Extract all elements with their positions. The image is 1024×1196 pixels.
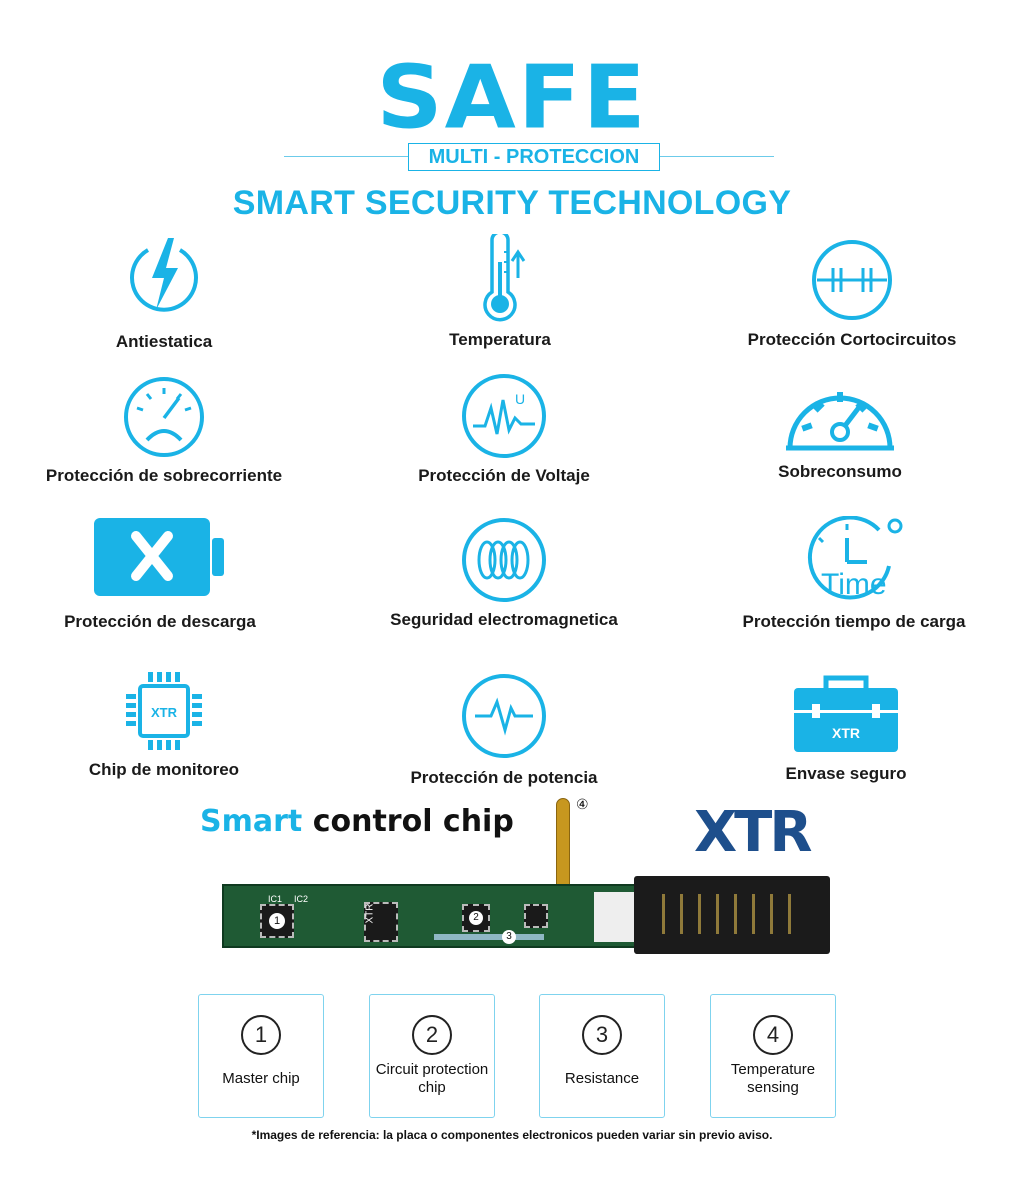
subtitle-rule-left (284, 156, 408, 157)
feature-sobrecorriente (0, 374, 334, 486)
sad-gauge-icon (119, 374, 209, 460)
subtitle-box: MULTI - PROTECCION (408, 143, 660, 171)
title-rest: control chip (302, 804, 514, 839)
voltage-wave-icon (459, 372, 549, 460)
feature-label: Protección de descarga (64, 612, 256, 631)
feature-electromagnetica (334, 516, 674, 630)
lightning-circle-icon (124, 234, 204, 326)
speedometer-icon (780, 376, 900, 456)
feature-label: Sobreconsumo (778, 462, 902, 481)
protection-chip: 2 (462, 904, 490, 932)
thermometer-icon (460, 234, 540, 324)
component-label: Resistance (564, 1070, 640, 1087)
feature-label: Antiestatica (115, 332, 213, 351)
chip-icon (114, 670, 214, 754)
component-master-chip (198, 994, 324, 1118)
feature-label: Protección de potencia (410, 768, 598, 787)
feature-label: Protección Cortocircuitos (747, 330, 957, 349)
feature-label: Protección de sobrecorriente (45, 466, 283, 485)
feature-label: Protección tiempo de carga (742, 612, 966, 631)
connector-pins (662, 894, 802, 934)
pulse-icon (459, 672, 549, 760)
master-chip: 1 (260, 904, 294, 938)
component-label: Master chip (222, 1070, 300, 1087)
svg-text:XTR: XTR (151, 705, 177, 720)
short-circuit-icon (807, 238, 897, 324)
component-temperature-sensing (710, 994, 836, 1118)
component-number: 3 (582, 1015, 622, 1055)
battery-connector (634, 876, 830, 954)
component-label: Circuit protection chip (375, 1061, 489, 1096)
feature-antiestatica (0, 234, 334, 352)
callout-4: ④ (576, 796, 589, 812)
feature-descarga (0, 514, 330, 632)
smart-control-chip-title (200, 804, 514, 839)
pcb-board: IC1 IC2 1 XTR 2 3 (222, 884, 640, 948)
feature-temperatura (330, 234, 670, 350)
component-circuit-protection-chip (369, 994, 495, 1118)
feature-voltaje (334, 372, 674, 486)
svg-text:U: U (515, 391, 526, 407)
coil-icon (459, 516, 549, 604)
feature-tiempo-carga (684, 516, 1024, 632)
feature-label: Envase seguro (785, 764, 907, 783)
feature-sobreconsumo (670, 376, 1010, 482)
clock-time-icon (799, 516, 909, 606)
tagline: SMART SECURITY TECHNOLOGY (232, 184, 792, 222)
feature-label: Temperatura (449, 330, 551, 349)
toolbox-icon (786, 670, 906, 758)
feature-label: Protección de Voltaje (418, 466, 590, 485)
component-number: 4 (753, 1015, 793, 1055)
feature-label: Seguridad electromagnetica (390, 610, 618, 629)
battery-x-icon (90, 514, 230, 600)
resistance-strip (434, 934, 544, 940)
safe-logo (0, 46, 1024, 149)
feature-envase (676, 670, 1016, 784)
title-accent: Smart (200, 804, 303, 839)
subtitle-rule-right (660, 156, 774, 157)
component-resistance (539, 994, 665, 1118)
feature-label: Chip de monitoreo (88, 760, 240, 779)
svg-text:Time: Time (821, 568, 887, 601)
component-number: 2 (412, 1015, 452, 1055)
mosfet-chip (524, 904, 548, 928)
footnote: *Images de referencia: la placa o componentes electronicos pueden variar sin previo aviso. (251, 1128, 773, 1142)
temperature-sensor (556, 798, 570, 894)
feature-potencia (334, 672, 674, 788)
component-label: Temperature sensing (730, 1061, 816, 1096)
svg-text:XTR: XTR (832, 725, 860, 741)
component-number: 1 (241, 1015, 281, 1055)
feature-cortocircuitos (682, 238, 1022, 350)
xtr-brand-logo: XTR (694, 800, 810, 865)
board-pad (594, 892, 638, 942)
feature-chip-monitoreo (0, 670, 334, 780)
logo-text: SAFE (376, 46, 648, 149)
